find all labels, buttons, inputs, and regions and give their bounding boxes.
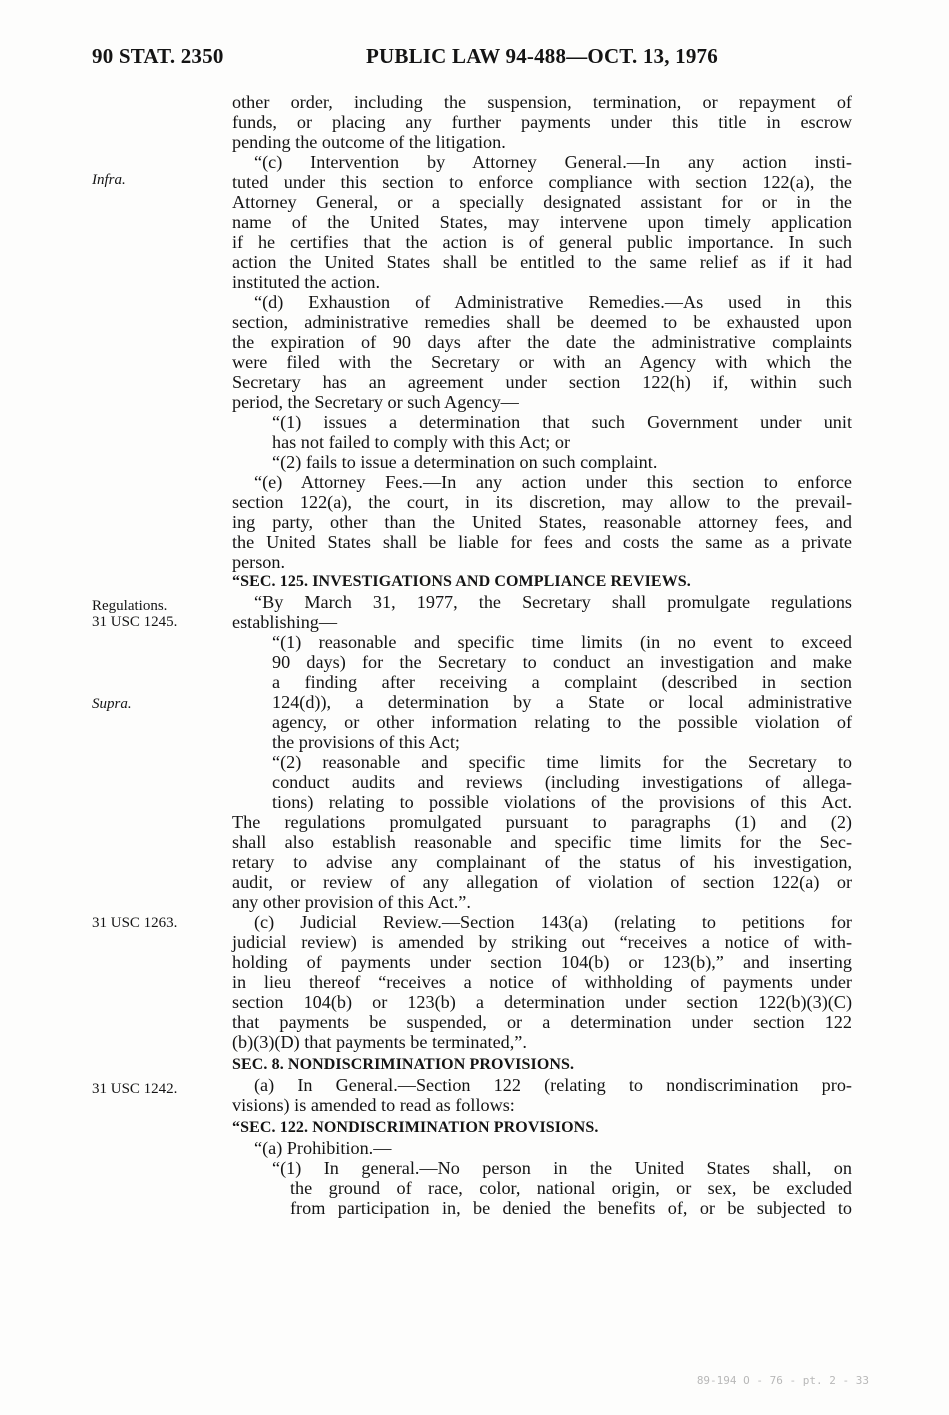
- text-line: section 104(b) or 123(b) a determination under section 122(b)(3)(C): [232, 992, 852, 1012]
- text-line: section 122(a), the court, in its discretion, may allow to the prevail-: [232, 492, 852, 512]
- text-line: the ground of race, color, national origin, or sex, be excluded: [290, 1178, 852, 1198]
- text-line: tuted under this section to enforce compliance with section 122(a), the: [232, 172, 852, 192]
- text-line: “By March 31, 1977, the Secretary shall promulgate regulations: [254, 592, 852, 612]
- margin-note-usc-1245: 31 USC 1245.: [92, 614, 178, 630]
- text-line: ing party, other than the United States, reasonable attorney fees, and: [232, 512, 852, 532]
- text-line: a finding after receiving a complaint (described in section: [272, 672, 852, 692]
- text-line: were filed with the Secretary or with an Agency with which the: [232, 352, 852, 372]
- text-line: if he certifies that the action is of general public importance. In such: [232, 232, 852, 252]
- subsection-d-heading: “(d) Exhaustion of Administrative Remedies.—As used in this: [254, 292, 852, 312]
- text-line: “(1) reasonable and specific time limits (in no event to exceed: [272, 632, 852, 652]
- page-header: [0, 44, 949, 72]
- text-line: the provisions of this Act;: [272, 732, 460, 752]
- statute-page-number: 90 STAT. 2350: [92, 44, 224, 68]
- subsection-e-heading: “(e) Attorney Fees.—In any action under this section to enforce: [254, 472, 852, 492]
- margin-note-infra: Infra.: [92, 172, 126, 188]
- text-line: 124(d)), a determination by a State or local administrative: [272, 692, 852, 712]
- text-line: audit, or review of any allegation of violation of section 122(a) or: [232, 872, 852, 892]
- margin-note-regulations: Regulations.: [92, 598, 168, 614]
- text-line: period, the Secretary or such Agency—: [232, 392, 519, 412]
- text-line: Attorney General, or a specially designated assistant for or in the: [232, 192, 852, 212]
- text-line: agency, or other information relating to the possible violation of: [272, 712, 852, 732]
- text-line: tions) relating to possible violations of the provisions of this Act.: [272, 792, 852, 812]
- text-line: retary to advise any complainant of the status of his investigation,: [232, 852, 852, 872]
- text-line: Secretary has an agreement under section 122(h) if, within such: [232, 372, 852, 392]
- text-line: conduct audits and reviews (including investigations of allega-: [272, 772, 852, 792]
- text-line: establishing—: [232, 612, 338, 632]
- text-line: funds, or placing any further payments under this title in escrow: [232, 112, 852, 132]
- text-line: judicial review) is amended by striking out “receives a notice of with-: [232, 932, 852, 952]
- text-line: person.: [232, 552, 286, 572]
- section-125-heading: “SEC. 125. INVESTIGATIONS AND COMPLIANCE REVIEWS.: [232, 573, 691, 590]
- text-line: “(1) issues a determination that such Government under unit: [272, 412, 852, 432]
- margin-note-supra: Supra.: [92, 696, 132, 712]
- subsection-c-heading: “(c) Intervention by Attorney General.—In any action insti-: [254, 152, 852, 172]
- text-line: holding of payments under section 104(b) or 123(b),” and inserting: [232, 952, 852, 972]
- text-line: pending the outcome of the litigation.: [232, 132, 506, 152]
- text-line: other order, including the suspension, termination, or repayment of: [232, 92, 852, 112]
- text-line: “(1) In general.—No person in the United States shall, on: [272, 1158, 852, 1178]
- text-line: 90 days) for the Secretary to conduct an investigation and make: [272, 652, 852, 672]
- text-line: from participation in, be denied the benefits of, or be subjected to: [290, 1198, 852, 1218]
- subsection-a-prohibition: “(a) Prohibition.—: [254, 1138, 392, 1158]
- text-line: any other provision of this Act.”.: [232, 892, 471, 912]
- section-122-heading: “SEC. 122. NONDISCRIMINATION PROVISIONS.: [232, 1119, 599, 1136]
- text-line: shall also establish reasonable and specific time limits for the Sec-: [232, 832, 852, 852]
- text-line: instituted the action.: [232, 272, 380, 292]
- printing-office-stamp: 89-194 O - 76 - pt. 2 - 33: [696, 1374, 869, 1387]
- text-line: has not failed to comply with this Act; or: [272, 432, 571, 452]
- text-line: (b)(3)(D) that payments be terminated,”.: [232, 1032, 527, 1052]
- text-line: The regulations promulgated pursuant to paragraphs (1) and (2): [232, 812, 852, 832]
- body-text: [232, 92, 852, 1218]
- text-line: the expiration of 90 days after the date the administrative complaints: [232, 332, 852, 352]
- text-line: (a) In General.—Section 122 (relating to nondiscrimination pro-: [254, 1075, 852, 1095]
- text-line: name of the United States, may intervene upon timely application: [232, 212, 852, 232]
- text-line: action the United States shall be entitled to the same relief as if it had: [232, 252, 852, 272]
- text-line: visions) is amended to read as follows:: [232, 1095, 515, 1115]
- text-line: that payments be suspended, or a determination under section 122: [232, 1012, 852, 1032]
- public-law-title: PUBLIC LAW 94-488—OCT. 13, 1976: [366, 44, 718, 68]
- text-line: the United States shall be liable for fees and costs the same as a private: [232, 532, 852, 552]
- section-8-heading: SEC. 8. NONDISCRIMINATION PROVISIONS.: [232, 1056, 575, 1073]
- margin-note-usc-1242: 31 USC 1242.: [92, 1081, 178, 1097]
- text-line: in lieu thereof “receives a notice of withholding of payments under: [232, 972, 852, 992]
- margin-note-usc-1263: 31 USC 1263.: [92, 915, 178, 931]
- text-line: section, administrative remedies shall be deemed to be exhausted upon: [232, 312, 852, 332]
- subsection-c-judicial-review: (c) Judicial Review.—Section 143(a) (relating to petitions for: [254, 912, 852, 932]
- text-line: “(2) reasonable and specific time limits for the Secretary to: [272, 752, 852, 772]
- text-line: “(2) fails to issue a determination on such complaint.: [272, 452, 658, 472]
